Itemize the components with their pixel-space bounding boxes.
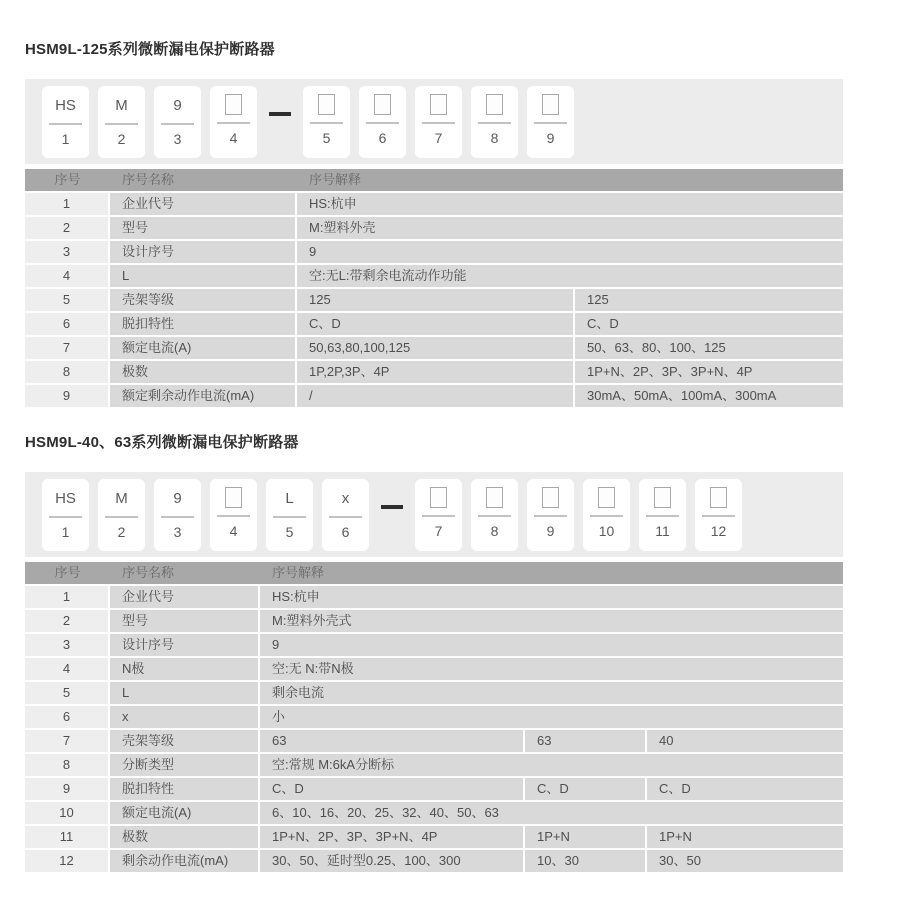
row-name-cell: 极数 — [110, 361, 295, 383]
model-code-diagram — [25, 79, 843, 164]
column-header-explanation: 序号解释 — [309, 172, 362, 187]
code-box-divider — [646, 515, 679, 517]
code-symbol: 9 — [173, 97, 182, 114]
code-position-number: 10 — [598, 523, 615, 539]
code-position-number: 8 — [490, 523, 499, 539]
code-box-divider — [422, 515, 455, 517]
row-number-cell: 1 — [25, 586, 108, 608]
row-explanation-cell: 50、63、80、100、125 — [575, 337, 843, 359]
spec-table — [25, 169, 843, 407]
row-number-cell: 9 — [25, 778, 108, 800]
code-position-number: 2 — [117, 524, 126, 540]
code-position-number: 5 — [322, 130, 331, 146]
code-box-10 — [583, 479, 630, 551]
page — [25, 0, 843, 872]
row-name-cell: 壳架等级 — [110, 289, 295, 311]
code-box-divider — [49, 516, 82, 518]
row-explanation-cell: 9 — [260, 634, 843, 656]
code-box-divider — [161, 123, 194, 125]
row-explanation-cell: 1P,2P,3P、4P — [297, 361, 573, 383]
code-position-number: 9 — [546, 130, 555, 146]
row-number-cell: 6 — [25, 706, 108, 728]
row-explanation-cell: 空:常规 M:6kA分断标 — [260, 754, 843, 776]
code-box-divider — [105, 516, 138, 518]
empty-code-slot-icon — [598, 487, 615, 508]
code-box-divider — [534, 122, 567, 124]
code-box-12 — [695, 479, 742, 551]
row-explanation-cell: 1P+N — [525, 826, 645, 848]
row-explanation-cell: 9 — [297, 241, 843, 263]
row-explanation-cell: 30mA、50mA、100mA、300mA — [575, 385, 843, 407]
row-name-cell: 设计序号 — [110, 241, 295, 263]
empty-code-slot-icon — [542, 487, 559, 508]
code-box-4 — [210, 479, 257, 551]
row-name-cell: 设计序号 — [110, 634, 258, 656]
empty-code-slot-icon — [486, 487, 503, 508]
code-position-number: 1 — [61, 131, 70, 147]
row-name-cell: 企业代号 — [110, 193, 295, 215]
row-explanation-cell: 10、30 — [525, 850, 645, 872]
section-hsm9l-40-63 — [25, 431, 843, 872]
empty-code-slot-icon — [225, 487, 242, 508]
code-box-divider — [161, 516, 194, 518]
code-symbol: HS — [55, 490, 76, 507]
row-number-cell: 3 — [25, 241, 108, 263]
code-box-7 — [415, 479, 462, 551]
code-position-number: 3 — [173, 131, 182, 147]
code-box-3 — [154, 479, 201, 551]
row-number-cell: 8 — [25, 754, 108, 776]
code-symbol: x — [341, 490, 350, 507]
column-header-explanation: 序号解释 — [272, 565, 325, 580]
row-name-cell: 额定电流(A) — [110, 802, 258, 824]
row-number-cell: 6 — [25, 313, 108, 335]
row-number-cell: 1 — [25, 193, 108, 215]
row-explanation-cell: 125 — [297, 289, 573, 311]
code-box-divider — [478, 515, 511, 517]
code-box-divider — [534, 515, 567, 517]
row-number-cell: 5 — [25, 289, 108, 311]
column-header-name: 序号名称 — [122, 565, 175, 580]
empty-code-slot-icon — [710, 487, 727, 508]
row-number-cell: 3 — [25, 634, 108, 656]
code-box-11 — [639, 479, 686, 551]
row-name-cell: x — [110, 706, 258, 728]
code-box-5 — [303, 86, 350, 158]
code-box-9 — [527, 86, 574, 158]
row-number-cell: 4 — [25, 265, 108, 287]
code-position-number: 6 — [378, 130, 387, 146]
row-explanation-cell: HS:杭申 — [297, 193, 843, 215]
code-box-divider — [217, 122, 250, 124]
code-separator-dash — [381, 505, 403, 509]
row-explanation-cell: M:塑料外壳式 — [260, 610, 843, 632]
code-position-number: 4 — [229, 523, 238, 539]
row-name-cell: 壳架等级 — [110, 730, 258, 752]
code-box-divider — [702, 515, 735, 517]
row-explanation-cell: 1P+N — [647, 826, 843, 848]
row-name-cell: L — [110, 682, 258, 704]
code-box-6 — [322, 479, 369, 551]
column-header-index: 序号 — [54, 565, 81, 580]
row-number-cell: 10 — [25, 802, 108, 824]
row-number-cell: 7 — [25, 337, 108, 359]
row-explanation-cell: C、D — [297, 313, 573, 335]
code-box-9 — [527, 479, 574, 551]
row-name-cell: 型号 — [110, 610, 258, 632]
code-symbol: HS — [55, 97, 76, 114]
row-name-cell: 剩余动作电流(mA) — [110, 850, 258, 872]
row-explanation-cell: 1P+N、2P、3P、3P+N、4P — [575, 361, 843, 383]
code-box-divider — [273, 516, 306, 518]
empty-code-slot-icon — [430, 487, 447, 508]
table-body — [25, 193, 843, 407]
code-position-number: 7 — [434, 523, 443, 539]
row-explanation-cell: 6、10、16、20、25、32、40、50、63 — [260, 802, 843, 824]
code-symbol: 9 — [173, 490, 182, 507]
row-number-cell: 5 — [25, 682, 108, 704]
row-name-cell: N极 — [110, 658, 258, 680]
code-position-number: 2 — [117, 131, 126, 147]
section-title: HSM9L-125系列微断漏电保护断路器 — [25, 41, 275, 58]
row-name-cell: 分断类型 — [110, 754, 258, 776]
model-code-diagram — [25, 472, 843, 557]
code-box-divider — [478, 122, 511, 124]
code-box-3 — [154, 86, 201, 158]
code-separator-dash — [269, 112, 291, 116]
code-position-number: 4 — [229, 130, 238, 146]
row-name-cell: 脱扣特性 — [110, 313, 295, 335]
code-box-7 — [415, 86, 462, 158]
row-explanation-cell: 125 — [575, 289, 843, 311]
row-explanation-cell: 63 — [260, 730, 523, 752]
row-number-cell: 12 — [25, 850, 108, 872]
row-explanation-cell: 小 — [260, 706, 843, 728]
row-name-cell: 极数 — [110, 826, 258, 848]
code-box-5 — [266, 479, 313, 551]
code-box-6 — [359, 86, 406, 158]
row-explanation-cell: C、D — [525, 778, 645, 800]
empty-code-slot-icon — [225, 94, 242, 115]
row-explanation-cell: 剩余电流 — [260, 682, 843, 704]
empty-code-slot-icon — [654, 487, 671, 508]
code-box-divider — [105, 123, 138, 125]
code-box-divider — [217, 515, 250, 517]
row-explanation-cell: 空:无L:带剩余电流动作功能 — [297, 265, 843, 287]
spec-table — [25, 562, 843, 872]
code-symbol: L — [285, 490, 294, 507]
section-title: HSM9L-40、63系列微断漏电保护断路器 — [25, 434, 299, 451]
row-number-cell: 8 — [25, 361, 108, 383]
code-box-divider — [310, 122, 343, 124]
row-explanation-cell: C、D — [260, 778, 523, 800]
code-box-4 — [210, 86, 257, 158]
code-box-divider — [49, 123, 82, 125]
row-number-cell: 4 — [25, 658, 108, 680]
row-explanation-cell: 63 — [525, 730, 645, 752]
row-number-cell: 11 — [25, 826, 108, 848]
section-hsm9l-125 — [25, 38, 843, 407]
code-position-number: 12 — [710, 523, 727, 539]
row-number-cell: 2 — [25, 217, 108, 239]
table-body — [25, 586, 843, 872]
row-explanation-cell: / — [297, 385, 573, 407]
code-position-number: 1 — [61, 524, 70, 540]
code-symbol: M — [115, 490, 128, 507]
empty-code-slot-icon — [430, 94, 447, 115]
code-box-divider — [590, 515, 623, 517]
row-explanation-cell: 50,63,80,100,125 — [297, 337, 573, 359]
row-explanation-cell: 30、50 — [647, 850, 843, 872]
row-explanation-cell: C、D — [647, 778, 843, 800]
empty-code-slot-icon — [486, 94, 503, 115]
code-box-2 — [98, 479, 145, 551]
row-number-cell: 2 — [25, 610, 108, 632]
row-name-cell: 脱扣特性 — [110, 778, 258, 800]
row-explanation-cell: 1P+N、2P、3P、3P+N、4P — [260, 826, 523, 848]
code-box-1 — [42, 86, 89, 158]
row-explanation-cell: 40 — [647, 730, 843, 752]
code-box-8 — [471, 86, 518, 158]
row-explanation-cell: HS:杭申 — [260, 586, 843, 608]
row-name-cell: L — [110, 265, 295, 287]
empty-code-slot-icon — [374, 94, 391, 115]
row-name-cell: 额定电流(A) — [110, 337, 295, 359]
row-explanation-cell: 空:无 N:带N极 — [260, 658, 843, 680]
empty-code-slot-icon — [542, 94, 559, 115]
column-header-name: 序号名称 — [122, 172, 175, 187]
table-header — [25, 562, 843, 584]
code-box-2 — [98, 86, 145, 158]
row-name-cell: 企业代号 — [110, 586, 258, 608]
code-position-number: 7 — [434, 130, 443, 146]
row-number-cell: 9 — [25, 385, 108, 407]
row-name-cell: 型号 — [110, 217, 295, 239]
row-name-cell: 额定剩余动作电流(mA) — [110, 385, 295, 407]
code-symbol: M — [115, 97, 128, 114]
code-box-divider — [329, 516, 362, 518]
code-position-number: 3 — [173, 524, 182, 540]
empty-code-slot-icon — [318, 94, 335, 115]
table-header — [25, 169, 843, 191]
row-explanation-cell: C、D — [575, 313, 843, 335]
code-position-number: 6 — [341, 524, 350, 540]
code-box-divider — [366, 122, 399, 124]
code-position-number: 5 — [285, 524, 294, 540]
row-explanation-cell: 30、50、延时型0.25、100、300 — [260, 850, 523, 872]
code-position-number: 11 — [655, 523, 670, 539]
row-explanation-cell: M:塑料外壳 — [297, 217, 843, 239]
code-box-1 — [42, 479, 89, 551]
code-position-number: 8 — [490, 130, 499, 146]
row-number-cell: 7 — [25, 730, 108, 752]
code-box-8 — [471, 479, 518, 551]
code-position-number: 9 — [546, 523, 555, 539]
code-box-divider — [422, 122, 455, 124]
column-header-index: 序号 — [54, 172, 81, 187]
